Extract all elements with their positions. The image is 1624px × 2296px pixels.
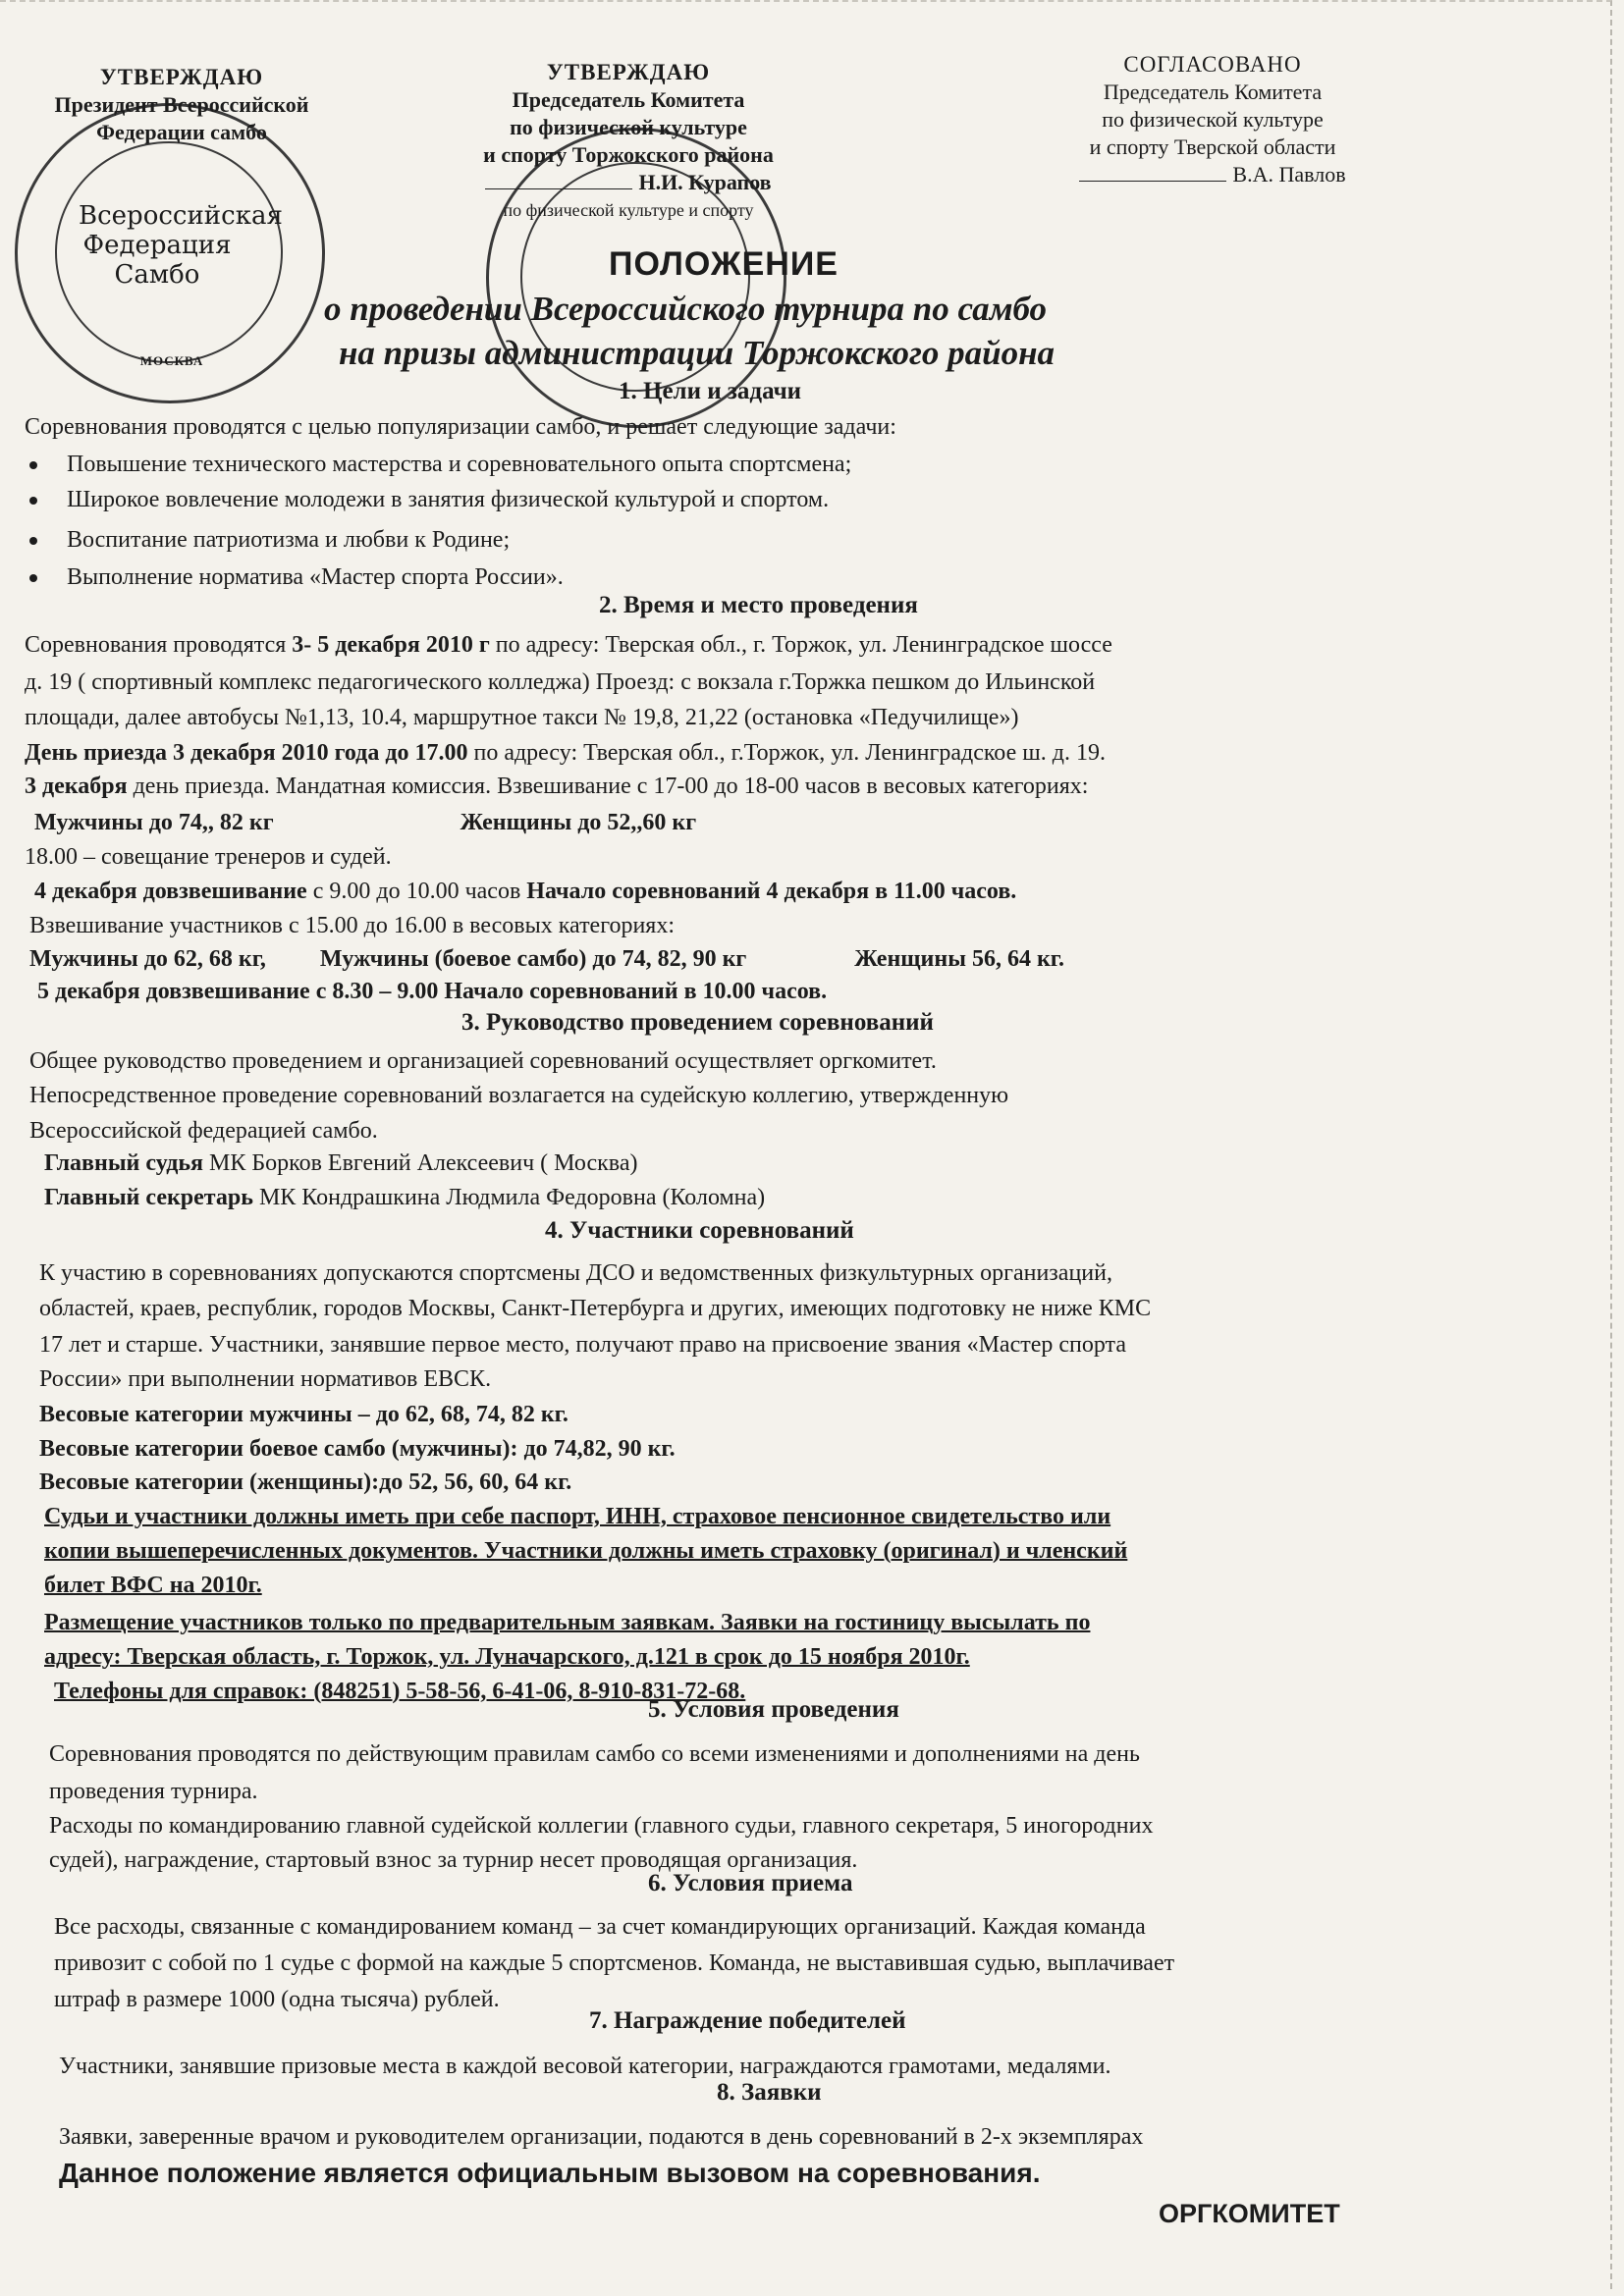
paragraph: Соревнования проводятся по действующим правилам самбо со всеми изменениями и дополнениями на день	[49, 1741, 1140, 1767]
paragraph: 5 декабря довзвешивание с 8.30 – 9.00 Начало соревнований в 10.00 часов.	[37, 979, 828, 1004]
section-heading: 2. Время и место проведения	[599, 592, 918, 618]
paragraph: Размещение участников только по предварительным заявкам. Заявки на гостиницу высылать по	[44, 1610, 1091, 1635]
bullet-text: Широкое вовлечение молодежи в занятия физической культурой и спортом.	[67, 487, 830, 512]
paragraph: 17 лет и старше. Участники, занявшие первое место, получают право на присвоение звания «Мастер спорта	[39, 1332, 1126, 1358]
organizing-committee-signature: ОРГКОМИТЕТ	[1159, 2199, 1340, 2228]
bullet-icon	[29, 497, 37, 505]
section-heading: 6. Условия приема	[648, 1870, 853, 1896]
document-title: ПОЛОЖЕНИЕ	[609, 245, 839, 283]
paragraph: Расходы по командированию главной судейской коллегии (главного судьи, главного секретаря, 5 иногородних	[49, 1813, 1154, 1839]
approval-left-line: Президент Всероссийской	[54, 92, 309, 117]
bullet-item	[29, 485, 829, 514]
paragraph: Телефоны для справок: (848251) 5-58-56, 6-41-06, 8-910-831-72-68.	[54, 1679, 746, 1704]
paragraph: Участники, занявшие призовые места в каждой весовой категории, награждаются грамотами, медалями.	[59, 2054, 1111, 2079]
section-heading: 3. Руководство проведением соревнований	[461, 1009, 934, 1036]
approval-middle-signer: Н.И. Курапов	[638, 170, 772, 194]
paragraph: Взвешивание участников с 15.00 до 16.00 в весовых категориях:	[29, 913, 675, 938]
document-subtitle: на призы администрации Торжокского района	[339, 334, 1056, 372]
signature-line	[485, 188, 632, 189]
section-heading: 1. Цели и задачи	[619, 378, 802, 404]
paragraph: 3 декабря день приезда. Мандатная комиссия. Взвешивание с 17-00 до 18-00 часов в весовых категориях:	[25, 774, 1089, 799]
section-heading: 5. Условия проведения	[648, 1696, 899, 1723]
paragraph: билет ВФС на 2010г.	[44, 1573, 262, 1598]
paragraph: Соревнования проводятся 3- 5 декабря 2010 г по адресу: Тверская обл., г. Торжок, ул. Ленинградское шоссе	[25, 632, 1112, 658]
bullet-text: Выполнение норматива «Мастер спорта России».	[67, 564, 564, 590]
paragraph: Весовые категории мужчины – до 62, 68, 74, 82 кг.	[39, 1402, 568, 1427]
paragraph: Главный судья МК Борков Евгений Алексеевич ( Москва)	[44, 1150, 638, 1176]
signature-line	[1079, 181, 1226, 182]
paragraph: Весовые категории (женщины):до 52, 56, 60, 64 кг.	[39, 1469, 572, 1495]
federation-stamp-text: Всероссийская Федерация Самбо	[79, 201, 283, 290]
bullet-item	[29, 525, 510, 555]
paragraph: привозит с собой по 1 судье с формой на каждые 5 спортсменов. Команда, не выставившая судью, выплачивает	[54, 1950, 1175, 1976]
approval-right-header: СОГЛАСОВАНО	[1123, 52, 1302, 77]
bullet-icon	[29, 537, 37, 545]
paragraph: Главный секретарь МК Кондрашкина Людмила Федоровна (Коломна)	[44, 1185, 766, 1210]
paragraph: проведения турнира.	[49, 1779, 258, 1804]
paragraph: Соревнования проводятся с целью популяризации самбо, и решает следующие задачи:	[25, 414, 896, 440]
paragraph: Весовые категории боевое самбо (мужчины): до 74,82, 90 кг.	[39, 1436, 676, 1462]
approval-left	[20, 64, 344, 146]
approval-left-line: Федерации самбо	[96, 120, 267, 144]
paragraph: площади, далее автобусы №1,13, 10.4, маршрутное такси № 19,8, 21,22 (остановка «Педучилище»)	[25, 705, 1019, 730]
bullet-item	[29, 562, 564, 592]
paragraph: Мужчины до 62, 68 кг, Мужчины (боевое самбо) до 74, 82, 90 кг Женщины 56, 64 кг.	[29, 946, 1064, 972]
paragraph: Непосредственное проведение соревнований возлагается на судейскую коллегию, утвержденную	[29, 1083, 1009, 1108]
approval-right	[1016, 51, 1409, 188]
section-heading: 7. Награждение победителей	[589, 2007, 906, 2034]
paragraph: областей, краев, республик, городов Москвы, Санкт-Петербурга и других, имеющих подготовку не ниже КМС	[39, 1296, 1152, 1321]
bullet-icon	[29, 461, 37, 469]
approval-right-line: Председатель Комитета	[1103, 80, 1323, 104]
section-heading: 4. Участники соревнований	[545, 1217, 854, 1244]
paragraph: К участию в соревнованиях допускаются спортсмены ДСО и ведомственных физкультурных организаций,	[39, 1260, 1112, 1286]
document-subtitle: о проведении Всероссийского турнира по самбо	[324, 290, 1048, 328]
bullet-text: Повышение технического мастерства и соревновательного опыта спортсмена;	[67, 452, 852, 477]
paragraph: Судьи и участники должны иметь при себе паспорт, ИНН, страховое пенсионное свидетельство или	[44, 1504, 1111, 1529]
paragraph: д. 19 ( спортивный комплекс педагогического колледжа) Проезд: с вокзала г.Торжка пешком до Ильинской	[25, 669, 1096, 695]
federation-stamp-ring-text: МОСКВА	[139, 353, 204, 368]
bullet-text: Воспитание патриотизма и любви к Родине;	[67, 527, 511, 553]
paragraph: судей), награждение, стартовый взнос за турнир несет проводящая организация.	[49, 1847, 858, 1873]
approval-right-signer: В.А. Павлов	[1232, 162, 1346, 187]
paragraph: России» при выполнении нормативов ЕВСК.	[39, 1366, 492, 1392]
approval-middle-line: Председатель Комитета	[512, 87, 745, 112]
bullet-item	[29, 450, 851, 479]
approval-middle-line: и спорту Торжокского района	[483, 142, 774, 167]
paragraph: штраф в размере 1000 (одна тысяча) рублей.	[54, 1987, 500, 2012]
section-heading: 8. Заявки	[717, 2079, 822, 2106]
bullet-icon	[29, 574, 37, 582]
paragraph: Общее руководство проведением и организацией соревнований осуществляет оргкомитет.	[29, 1048, 937, 1074]
paragraph: Мужчины до 74,, 82 кг Женщины до 52,,60 кг	[34, 810, 697, 835]
official-call-note: Данное положение является официальным вызовом на соревнования.	[59, 2158, 1041, 2188]
paragraph: копии вышеперечисленных документов. Участники должны иметь страховку (оригинал) и членский	[44, 1538, 1128, 1564]
paragraph: Заявки, заверенные врачом и руководителем организации, подаются в день соревнований в 2-х экземплярах	[59, 2124, 1144, 2150]
paragraph: адресу: Тверская область, г. Торжок, ул. Луначарского, д.121 в срок до 15 ноября 2010г.	[44, 1644, 970, 1670]
approval-left-header: УТВЕРЖДАЮ	[99, 65, 264, 89]
paragraph: 18.00 – совещание тренеров и судей.	[25, 844, 392, 870]
approval-right-line: и спорту Тверской области	[1089, 134, 1336, 159]
approval-middle-stamp-text: по физической культуре и спорту	[503, 200, 754, 220]
paragraph: День приезда 3 декабря 2010 года до 17.00 по адресу: Тверская обл., г.Торжок, ул. Ленинградское ш. д. 19.	[25, 740, 1106, 766]
paragraph: Все расходы, связанные с командированием команд – за счет командирующих организаций. Каждая команда	[54, 1914, 1146, 1940]
approval-middle-line: по физической культуре	[510, 115, 747, 139]
paragraph: 4 декабря довзвешивание с 9.00 до 10.00 часов Начало соревнований 4 декабря в 11.00 часов.	[34, 879, 1017, 904]
approval-right-line: по физической культуре	[1102, 107, 1324, 132]
approval-middle-header: УТВЕРЖДАЮ	[546, 60, 711, 84]
paragraph: Всероссийской федерацией самбо.	[29, 1118, 378, 1144]
approval-middle	[432, 59, 825, 224]
